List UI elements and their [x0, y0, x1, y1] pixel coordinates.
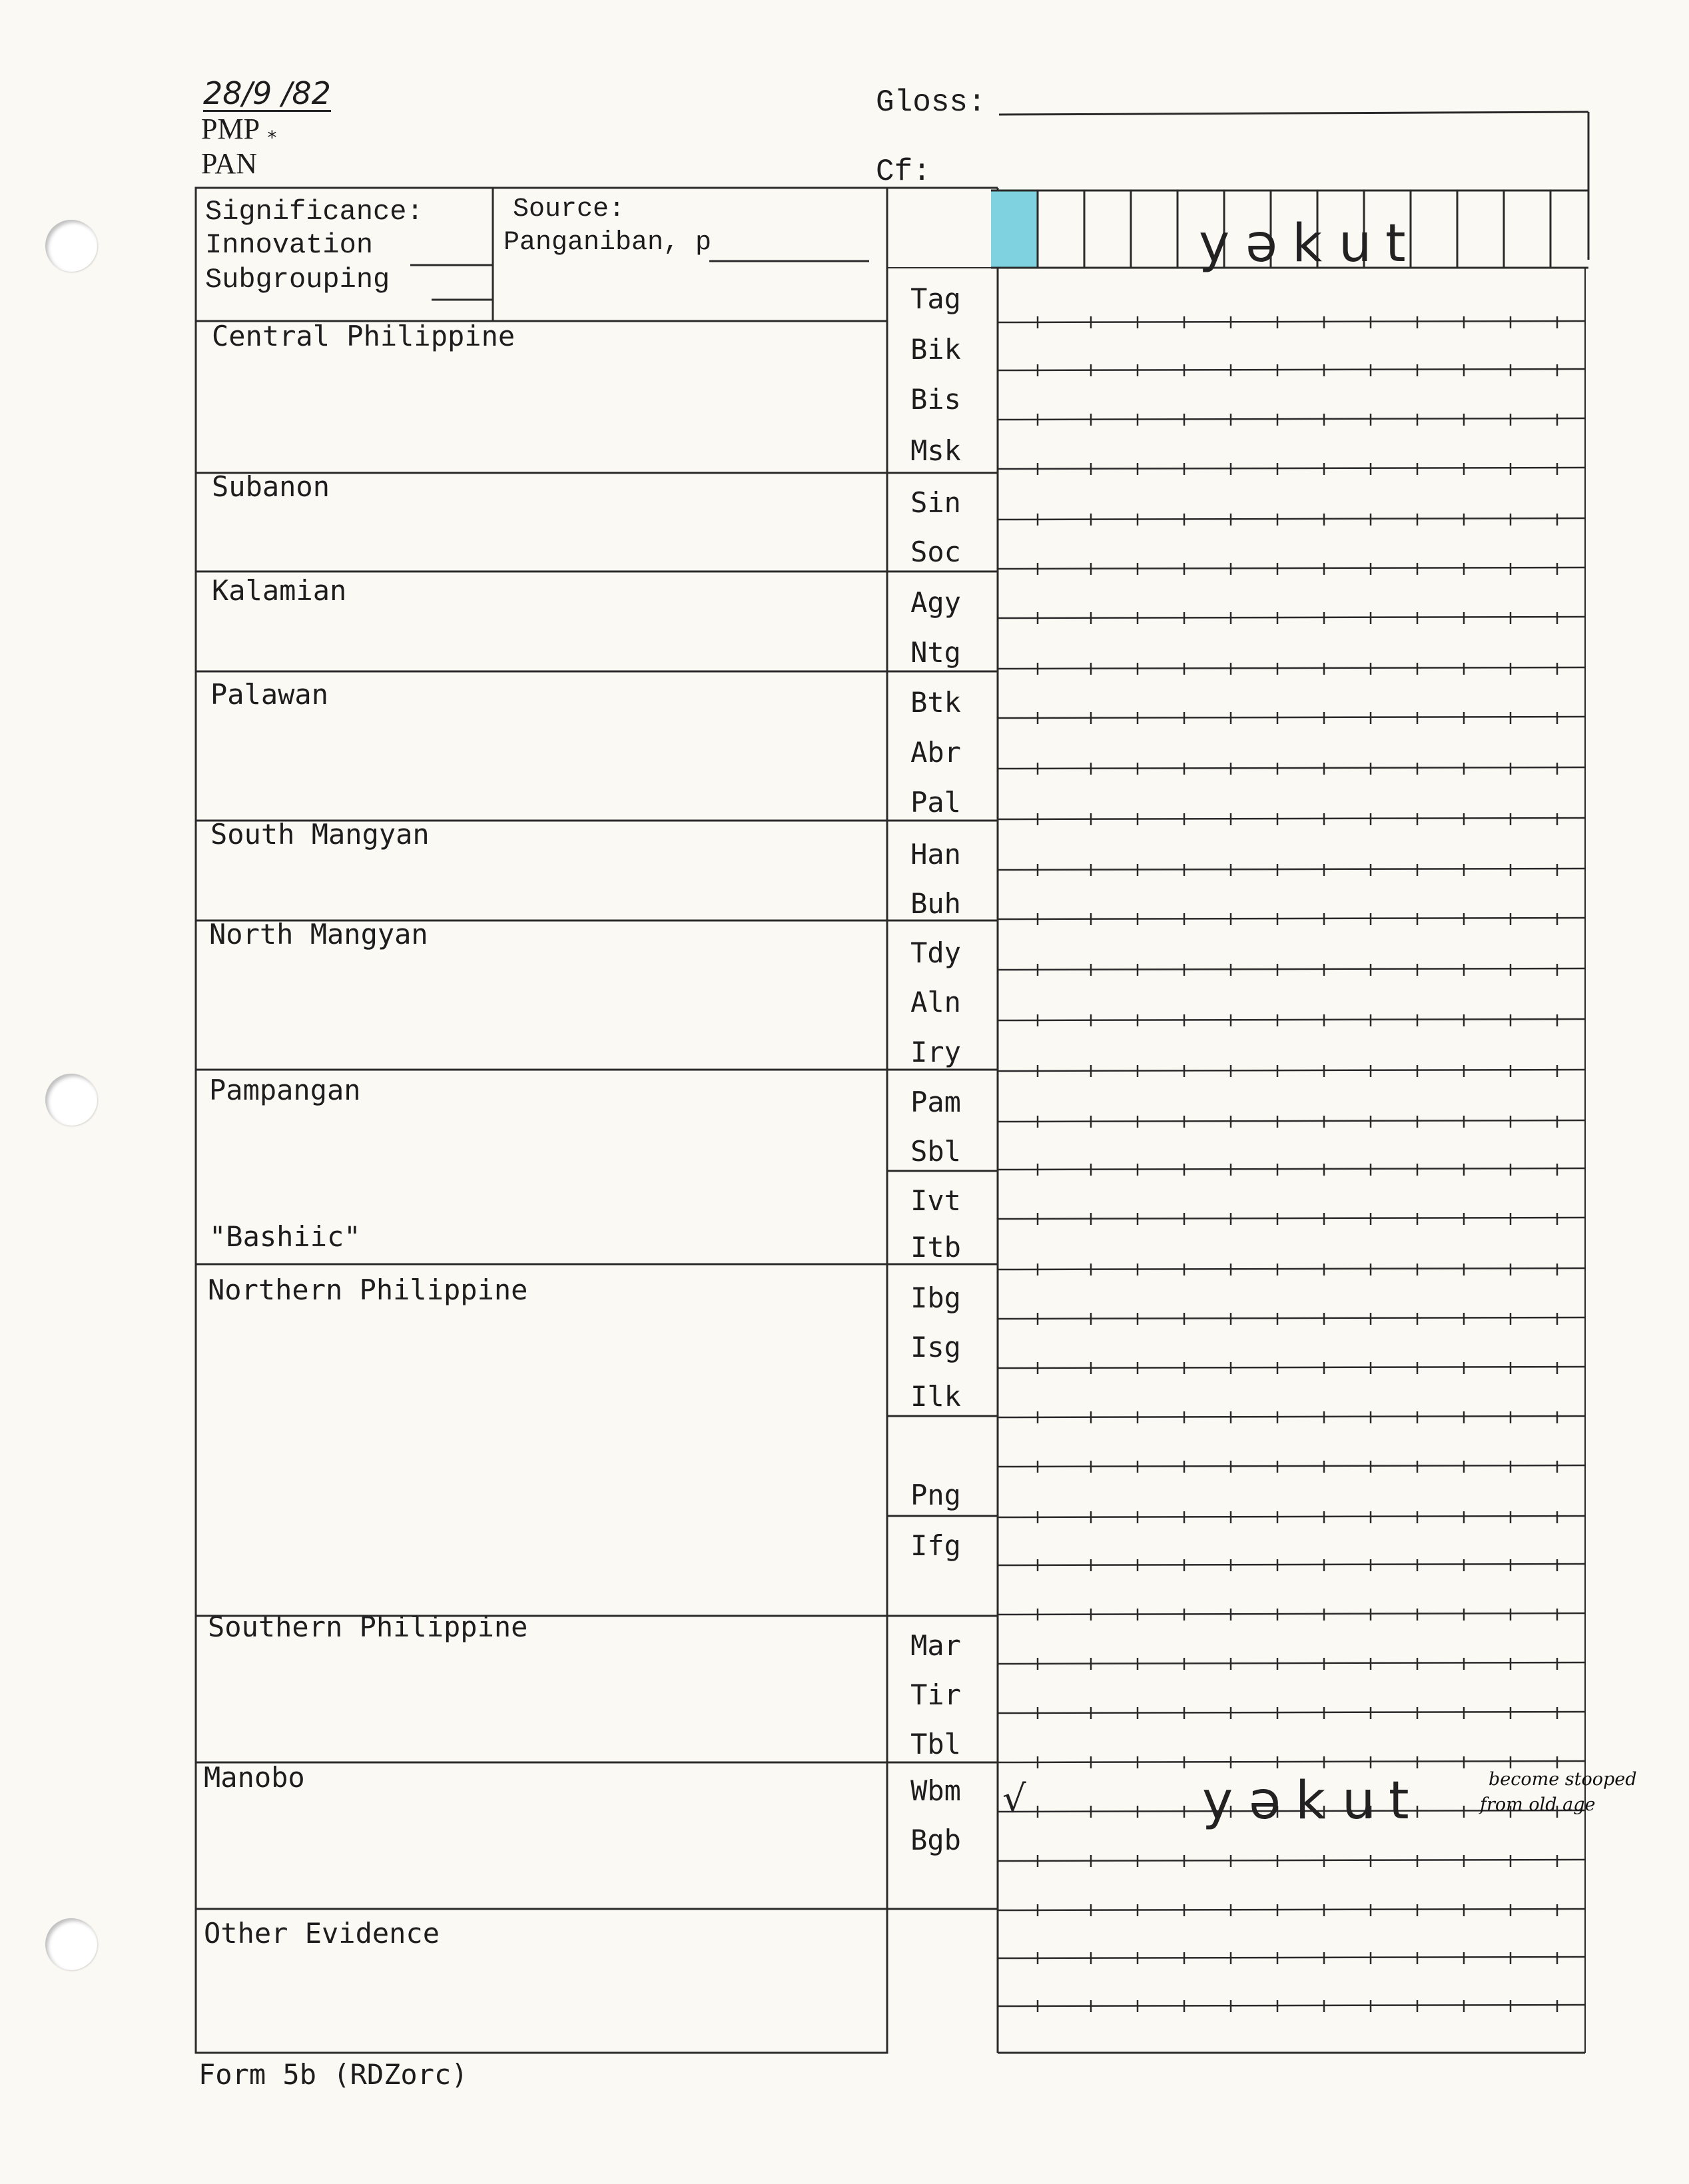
lang-bgb: Bgb — [910, 1824, 961, 1856]
wbm-letter-1: y — [1202, 1771, 1233, 1831]
lang-agy: Agy — [910, 586, 961, 619]
group-northern-philippine: Northern Philippine — [208, 1274, 528, 1306]
lang-ivt: Ivt — [910, 1184, 961, 1217]
data-line — [998, 1268, 1585, 1270]
header-letter-1: y — [1199, 214, 1230, 274]
gloss-line — [999, 112, 1588, 115]
header-letter-4: u — [1339, 214, 1372, 274]
group-manobo: Manobo — [204, 1761, 305, 1794]
form-footer: Form 5b (RDZorc) — [198, 2058, 468, 2091]
form-date: 28/9 /82 — [203, 75, 331, 111]
group-central-philippine: Central Philippine — [212, 320, 515, 352]
cf-label: Cf: — [876, 155, 931, 189]
data-line — [998, 1957, 1585, 1958]
data-line — [998, 1662, 1585, 1664]
data-line — [998, 1564, 1585, 1565]
group-north-mangyan: North Mangyan — [209, 918, 428, 950]
lang-soc: Soc — [910, 536, 961, 568]
data-line — [998, 418, 1585, 420]
group-subanon: Subanon — [212, 470, 330, 503]
data-line — [998, 321, 1585, 322]
header-letter-3: k — [1292, 214, 1323, 274]
lang-mar: Mar — [910, 1629, 961, 1662]
lang-ibg: Ibg — [910, 1281, 961, 1314]
data-line — [998, 1860, 1585, 1861]
pmp-label: PMP — [201, 113, 260, 145]
lang-han: Han — [910, 838, 961, 871]
lang-tag: Tag — [910, 282, 961, 315]
significance-label: Significance: — [205, 196, 424, 228]
lang-ntg: Ntg — [910, 636, 961, 669]
data-line — [998, 1465, 1585, 1467]
lang-msk: Msk — [910, 434, 961, 467]
group-other-evidence: Other Evidence — [204, 1917, 440, 1950]
lang-tdy: Tdy — [910, 936, 961, 969]
source-label: Source: — [513, 194, 625, 224]
data-line — [998, 518, 1585, 520]
data-line — [998, 1070, 1585, 1071]
source-box — [493, 188, 887, 321]
data-line — [998, 617, 1585, 618]
data-line — [998, 1416, 1585, 1417]
lang-ilk: Ilk — [910, 1380, 961, 1413]
data-line — [998, 1317, 1585, 1319]
lang-itb: Itb — [910, 1231, 961, 1264]
lang-abr: Abr — [910, 736, 961, 769]
lang-pal: Pal — [910, 786, 961, 819]
wbm-note-line2: from old age — [1480, 1794, 1596, 1815]
wbm-letter-3: k — [1295, 1771, 1326, 1831]
group-palawan: Palawan — [210, 678, 329, 711]
data-line — [998, 1516, 1585, 1517]
data-line — [998, 2005, 1585, 2006]
data-line — [998, 1613, 1585, 1615]
lang-tir: Tir — [910, 1678, 961, 1711]
asterisk-mark: * — [266, 127, 278, 149]
lang-tbl: Tbl — [910, 1728, 961, 1760]
data-line — [998, 667, 1585, 669]
subgrouping-label: Subgrouping — [205, 264, 390, 296]
data-line — [998, 468, 1585, 469]
group-south-mangyan: South Mangyan — [210, 818, 430, 851]
group-pampangan: Pampangan — [209, 1074, 361, 1106]
lang-sin: Sin — [910, 486, 961, 519]
data-line — [998, 1367, 1585, 1368]
lang-wbm: Wbm — [910, 1774, 961, 1807]
pan-label: PAN — [201, 147, 257, 180]
data-line — [998, 1761, 1585, 1762]
data-line — [998, 717, 1585, 718]
wbm-letter-4: u — [1342, 1771, 1375, 1831]
data-line — [998, 1909, 1585, 1910]
data-line — [998, 818, 1585, 819]
innovation-label: Innovation — [205, 229, 374, 261]
lang-btk: Btk — [910, 686, 961, 719]
header-letter-2: ə — [1245, 214, 1277, 274]
data-line — [998, 1019, 1585, 1020]
wbm-letter-5: t — [1389, 1771, 1409, 1831]
lang-aln: Aln — [910, 986, 961, 1018]
data-line — [998, 369, 1585, 370]
highlight-cell — [991, 190, 1038, 268]
wbm-letter-2: ə — [1249, 1771, 1281, 1831]
data-line — [998, 1712, 1585, 1713]
lang-ifg: Ifg — [910, 1529, 961, 1562]
data-line — [998, 767, 1585, 769]
lang-png: Png — [910, 1479, 961, 1511]
data-line — [998, 1218, 1585, 1219]
lang-buh: Buh — [910, 887, 961, 920]
lang-bis: Bis — [910, 383, 961, 416]
gloss-label: Gloss: — [876, 85, 986, 120]
wbm-note-line1: become stooped — [1489, 1769, 1637, 1790]
lang-iry: Iry — [910, 1036, 961, 1068]
lang-pam: Pam — [910, 1086, 961, 1118]
data-line — [998, 869, 1585, 870]
header-letter-5: t — [1385, 214, 1406, 274]
data-line — [998, 1120, 1585, 1122]
data-line — [998, 918, 1585, 919]
data-line — [998, 968, 1585, 970]
lang-sbl: Sbl — [910, 1135, 961, 1168]
significance-box — [196, 188, 493, 321]
group-southern-philippine: Southern Philippine — [208, 1611, 528, 1643]
source-value: Panganiban, p — [504, 228, 712, 258]
lang-bik: Bik — [910, 333, 961, 366]
group-bashiic: "Bashiic" — [209, 1220, 361, 1253]
lang-isg: Isg — [910, 1331, 961, 1363]
group-kalamian: Kalamian — [212, 574, 347, 607]
groups-frame — [196, 321, 887, 2053]
data-line — [998, 567, 1585, 569]
data-line — [998, 1168, 1585, 1170]
wbm-check-mark: √ — [1002, 1778, 1026, 1821]
